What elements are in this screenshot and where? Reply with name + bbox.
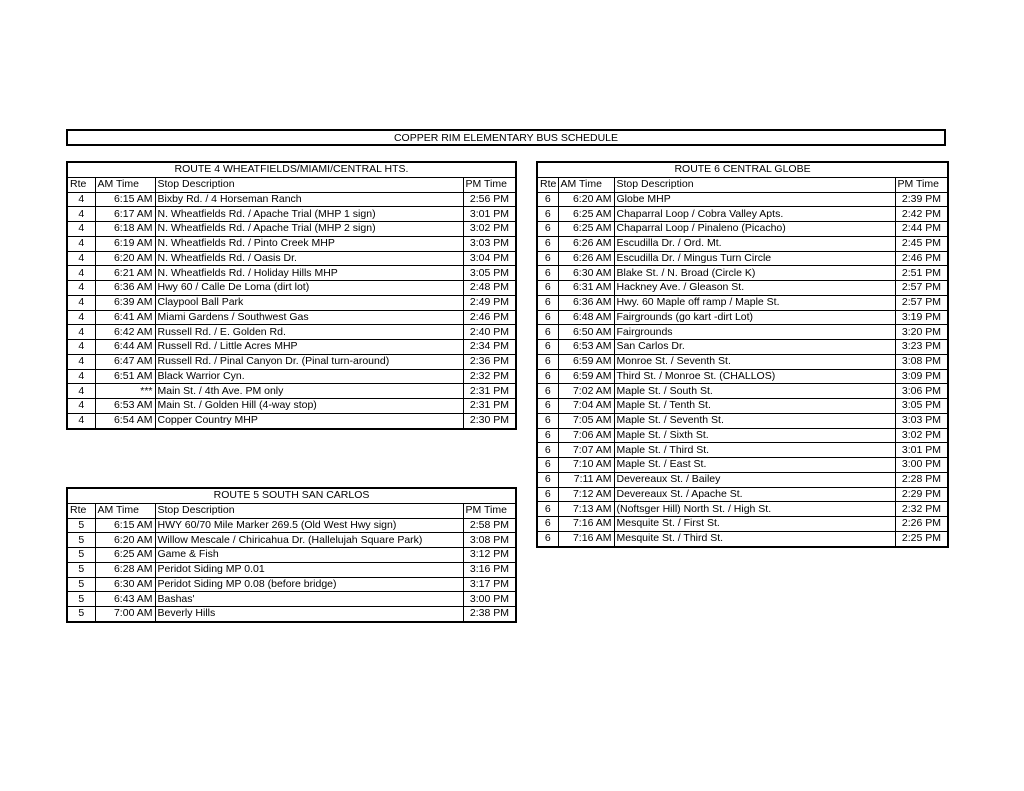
route-number-cell: 4 [67,384,95,399]
stop-description-cell: Maple St. / Seventh St. [614,413,895,428]
pm-time-cell: 2:36 PM [463,354,516,369]
col-header-am-time: AM Time [95,177,155,192]
pm-time-cell: 3:03 PM [895,413,948,428]
pm-time-cell: 2:51 PM [895,266,948,281]
pm-time-cell: 2:42 PM [895,207,948,222]
route-6-table [536,161,949,548]
route-number-cell: 6 [537,236,558,251]
route-number-cell: 5 [67,577,95,592]
table-row [537,222,948,237]
table-row [537,325,948,340]
stop-description-cell: Chaparral Loop / Pinaleno (Picacho) [614,222,895,237]
col-header-stop-description: Stop Description [155,177,463,192]
am-time-cell: 7:04 AM [558,399,614,414]
pm-time-cell: 2:29 PM [895,487,948,502]
am-time-cell: 6:15 AM [95,518,155,533]
pm-time-cell: 2:32 PM [463,369,516,384]
table-row [537,399,948,414]
stop-description-cell: N. Wheatfields Rd. / Apache Trial (MHP 2 sign) [155,222,463,237]
am-time-cell: 7:06 AM [558,428,614,443]
route-number-cell: 6 [537,458,558,473]
stop-description-cell: Copper Country MHP [155,413,463,428]
stop-description-cell: Main St. / Golden Hill (4-way stop) [155,399,463,414]
pm-time-cell: 3:06 PM [895,384,948,399]
stop-description-cell: Escudilla Dr. / Ord. Mt. [614,236,895,251]
table-row [67,251,516,266]
route-number-cell: 4 [67,413,95,428]
stop-description-cell: Devereaux St. / Apache St. [614,487,895,502]
am-time-cell: 6:20 AM [558,192,614,207]
am-time-cell: 6:39 AM [95,295,155,310]
route-number-cell: 6 [537,251,558,266]
stop-description-cell: Devereaux St. / Bailey [614,472,895,487]
am-time-cell: 6:43 AM [95,592,155,607]
pm-time-cell: 2:38 PM [463,607,516,622]
pm-time-cell: 3:01 PM [463,207,516,222]
stop-description-cell: Black Warrior Cyn. [155,369,463,384]
route-number-cell: 6 [537,207,558,222]
table-row [537,458,948,473]
route-number-cell: 6 [537,369,558,384]
stop-description-cell: Escudilla Dr. / Mingus Turn Circle [614,251,895,266]
stop-description-cell: Main St. / 4th Ave. PM only [155,384,463,399]
table-row [67,266,516,281]
stop-description-cell: Miami Gardens / Southwest Gas [155,310,463,325]
stop-description-cell: Peridot Siding MP 0.01 [155,562,463,577]
am-time-cell: 6:17 AM [95,207,155,222]
am-time-cell: 7:10 AM [558,458,614,473]
table-row [67,207,516,222]
stop-description-cell: Russell Rd. / Pinal Canyon Dr. (Pinal turn-around) [155,354,463,369]
pm-time-cell: 2:34 PM [463,340,516,355]
route-number-cell: 5 [67,518,95,533]
col-header-stop-description: Stop Description [155,503,463,518]
stop-description-cell: Maple St. / Third St. [614,443,895,458]
stop-description-cell: Blake St. / N. Broad (Circle K) [614,266,895,281]
stop-description-cell: Third St. / Monroe St. (CHALLOS) [614,369,895,384]
pm-time-cell: 3:05 PM [463,266,516,281]
table-row [67,340,516,355]
table-row [67,222,516,237]
route-number-cell: 6 [537,354,558,369]
route-number-cell: 4 [67,340,95,355]
pm-time-cell: 2:46 PM [895,251,948,266]
am-time-cell: 6:50 AM [558,325,614,340]
table-row [537,281,948,296]
schedule-title: COPPER RIM ELEMENTARY BUS SCHEDULE [66,129,946,146]
pm-time-cell: 3:23 PM [895,340,948,355]
table-row [537,310,948,325]
pm-time-cell: 3:08 PM [463,533,516,548]
stop-description-cell: Beverly Hills [155,607,463,622]
col-header-pm-time: PM Time [463,503,516,518]
stop-description-cell: Chaparral Loop / Cobra Valley Apts. [614,207,895,222]
route-number-cell: 4 [67,295,95,310]
route-number-cell: 6 [537,192,558,207]
route-number-cell: 6 [537,502,558,517]
table-row [67,548,516,563]
col-header-am-time: AM Time [95,503,155,518]
route-number-cell: 4 [67,399,95,414]
stop-description-cell: Claypool Ball Park [155,295,463,310]
stop-description-cell: San Carlos Dr. [614,340,895,355]
table-row [67,310,516,325]
table-row [537,384,948,399]
pm-time-cell: 3:12 PM [463,548,516,563]
stop-description-cell: N. Wheatfields Rd. / Apache Trial (MHP 1 sign) [155,207,463,222]
route-number-cell: 5 [67,607,95,622]
am-time-cell: 6:26 AM [558,236,614,251]
route-number-cell: 6 [537,487,558,502]
route-number-cell: 4 [67,207,95,222]
route-number-cell: 6 [537,340,558,355]
table-row [67,592,516,607]
pm-time-cell: 2:25 PM [895,531,948,546]
stop-description-cell: Mesquite St. / Third St. [614,531,895,546]
route-number-cell: 4 [67,281,95,296]
table-row [537,369,948,384]
table-row [537,192,948,207]
route-number-cell: 6 [537,384,558,399]
am-time-cell: 6:21 AM [95,266,155,281]
table-row [67,236,516,251]
col-header-stop-description: Stop Description [614,177,895,192]
pm-time-cell: 2:39 PM [895,192,948,207]
stop-description-cell: Monroe St. / Seventh St. [614,354,895,369]
table-row [537,295,948,310]
am-time-cell: 7:16 AM [558,531,614,546]
pm-time-cell: 2:28 PM [895,472,948,487]
pm-time-cell: 3:05 PM [895,399,948,414]
table-row [537,517,948,532]
route-number-cell: 4 [67,251,95,266]
pm-time-cell: 2:26 PM [895,517,948,532]
stop-description-cell: Hwy 60 / Calle De Loma (dirt lot) [155,281,463,296]
am-time-cell: 6:20 AM [95,251,155,266]
route-number-cell: 4 [67,192,95,207]
stop-description-cell: Willow Mescale / Chiricahua Dr. (Hallelujah Square Park) [155,533,463,548]
route-number-cell: 6 [537,428,558,443]
table-row [67,369,516,384]
table-row [537,428,948,443]
am-time-cell: 6:59 AM [558,354,614,369]
am-time-cell: 6:25 AM [558,222,614,237]
route-4-table [66,161,517,430]
am-time-cell: 6:53 AM [95,399,155,414]
pm-time-cell: 3:17 PM [463,577,516,592]
table-row [537,531,948,546]
col-header-rte: Rte [537,177,558,192]
am-time-cell: 6:30 AM [558,266,614,281]
pm-time-cell: 3:00 PM [895,458,948,473]
pm-time-cell: 3:03 PM [463,236,516,251]
pm-time-cell: 3:00 PM [463,592,516,607]
table-row [537,354,948,369]
route-number-cell: 6 [537,325,558,340]
table-row [67,562,516,577]
stop-description-cell: Maple St. / Tenth St. [614,399,895,414]
am-time-cell: 6:25 AM [95,548,155,563]
am-time-cell: 6:44 AM [95,340,155,355]
table-row [67,281,516,296]
am-time-cell: 6:31 AM [558,281,614,296]
table-row [67,325,516,340]
col-header-pm-time: PM Time [895,177,948,192]
table-row [67,399,516,414]
pm-time-cell: 2:58 PM [463,518,516,533]
table-row [67,192,516,207]
table-row [537,251,948,266]
col-header-rte: Rte [67,177,95,192]
table-row [537,266,948,281]
stop-description-cell: Fairgrounds (go kart -dirt Lot) [614,310,895,325]
route-number-cell: 4 [67,354,95,369]
col-header-rte: Rte [67,503,95,518]
route-number-cell: 6 [537,399,558,414]
stop-description-cell: HWY 60/70 Mile Marker 269.5 (Old West Hwy sign) [155,518,463,533]
am-time-cell: 6:42 AM [95,325,155,340]
pm-time-cell: 2:45 PM [895,236,948,251]
route-number-cell: 6 [537,413,558,428]
pm-time-cell: 3:02 PM [463,222,516,237]
route-number-cell: 4 [67,222,95,237]
am-time-cell: 6:53 AM [558,340,614,355]
am-time-cell: 6:59 AM [558,369,614,384]
pm-time-cell: 2:46 PM [463,310,516,325]
stop-description-cell: Russell Rd. / E. Golden Rd. [155,325,463,340]
table-row [537,443,948,458]
stop-description-cell: N. Wheatfields Rd. / Pinto Creek MHP [155,236,463,251]
stop-description-cell: N. Wheatfields Rd. / Holiday Hills MHP [155,266,463,281]
pm-time-cell: 2:49 PM [463,295,516,310]
route-number-cell: 4 [67,266,95,281]
am-time-cell: 6:47 AM [95,354,155,369]
route-5-table [66,487,517,623]
am-time-cell: 7:12 AM [558,487,614,502]
stop-description-cell: Globe MHP [614,192,895,207]
route-number-cell: 5 [67,548,95,563]
route-number-cell: 6 [537,443,558,458]
pm-time-cell: 3:19 PM [895,310,948,325]
table-row [67,354,516,369]
pm-time-cell: 3:01 PM [895,443,948,458]
am-time-cell: 6:36 AM [95,281,155,296]
stop-description-cell: Russell Rd. / Little Acres MHP [155,340,463,355]
am-time-cell: 7:16 AM [558,517,614,532]
pm-time-cell: 2:56 PM [463,192,516,207]
am-time-cell: 7:11 AM [558,472,614,487]
route-number-cell: 4 [67,325,95,340]
route-number-cell: 5 [67,562,95,577]
pm-time-cell: 2:32 PM [895,502,948,517]
table-row [67,577,516,592]
pm-time-cell: 3:04 PM [463,251,516,266]
pm-time-cell: 2:57 PM [895,281,948,296]
table-row [537,340,948,355]
am-time-cell: 6:30 AM [95,577,155,592]
route-number-cell: 4 [67,310,95,325]
pm-time-cell: 3:09 PM [895,369,948,384]
pm-time-cell: 3:20 PM [895,325,948,340]
am-time-cell: 6:41 AM [95,310,155,325]
am-time-cell: 6:15 AM [95,192,155,207]
am-time-cell: 7:05 AM [558,413,614,428]
route-number-cell: 6 [537,281,558,296]
route-number-cell: 4 [67,369,95,384]
route-number-cell: 5 [67,533,95,548]
col-header-pm-time: PM Time [463,177,516,192]
pm-time-cell: 3:08 PM [895,354,948,369]
stop-description-cell: Maple St. / Sixth St. [614,428,895,443]
table-row [67,384,516,399]
table-row [67,518,516,533]
table-row [537,236,948,251]
pm-time-cell: 2:31 PM [463,384,516,399]
route-number-cell: 6 [537,266,558,281]
stop-description-cell: Mesquite St. / First St. [614,517,895,532]
route-number-cell: 6 [537,295,558,310]
table-row [537,207,948,222]
stop-description-cell: Hackney Ave. / Gleason St. [614,281,895,296]
am-time-cell: 7:02 AM [558,384,614,399]
stop-description-cell: Game & Fish [155,548,463,563]
am-time-cell: 6:25 AM [558,207,614,222]
route-number-cell: 5 [67,592,95,607]
table-row [67,533,516,548]
table-row [67,295,516,310]
route-number-cell: 6 [537,472,558,487]
stop-description-cell: Hwy. 60 Maple off ramp / Maple St. [614,295,895,310]
route-number-cell: 6 [537,531,558,546]
stop-description-cell: Fairgrounds [614,325,895,340]
am-time-cell: 6:48 AM [558,310,614,325]
route-number-cell: 6 [537,517,558,532]
stop-description-cell: Bashas' [155,592,463,607]
pm-time-cell: 2:48 PM [463,281,516,296]
table-row [67,607,516,622]
am-time-cell: 6:54 AM [95,413,155,428]
am-time-cell: 6:51 AM [95,369,155,384]
am-time-cell: 6:20 AM [95,533,155,548]
stop-description-cell: Maple St. / South St. [614,384,895,399]
pm-time-cell: 2:30 PM [463,413,516,428]
pm-time-cell: 2:31 PM [463,399,516,414]
table-row [67,413,516,428]
pm-time-cell: 2:44 PM [895,222,948,237]
route-number-cell: 4 [67,236,95,251]
table-row [537,487,948,502]
table-row [537,502,948,517]
stop-description-cell: Peridot Siding MP 0.08 (before bridge) [155,577,463,592]
pm-time-cell: 2:57 PM [895,295,948,310]
am-time-cell: 6:28 AM [95,562,155,577]
am-time-cell: 7:00 AM [95,607,155,622]
am-time-cell: 6:26 AM [558,251,614,266]
col-header-am-time: AM Time [558,177,614,192]
route-number-cell: 6 [537,222,558,237]
pm-time-cell: 3:16 PM [463,562,516,577]
stop-description-cell: (Noftsger Hill) North St. / High St. [614,502,895,517]
am-time-cell: *** [95,384,155,399]
pm-time-cell: 2:40 PM [463,325,516,340]
stop-description-cell: Maple St. / East St. [614,458,895,473]
route-number-cell: 6 [537,310,558,325]
pm-time-cell: 3:02 PM [895,428,948,443]
route-caption: ROUTE 5 SOUTH SAN CARLOS [67,488,516,503]
stop-description-cell: N. Wheatfields Rd. / Oasis Dr. [155,251,463,266]
route-caption: ROUTE 4 WHEATFIELDS/MIAMI/CENTRAL HTS. [67,162,516,177]
am-time-cell: 7:07 AM [558,443,614,458]
route-caption: ROUTE 6 CENTRAL GLOBE [537,162,948,177]
am-time-cell: 6:36 AM [558,295,614,310]
am-time-cell: 7:13 AM [558,502,614,517]
stop-description-cell: Bixby Rd. / 4 Horseman Ranch [155,192,463,207]
table-row [537,472,948,487]
table-row [537,413,948,428]
am-time-cell: 6:18 AM [95,222,155,237]
am-time-cell: 6:19 AM [95,236,155,251]
